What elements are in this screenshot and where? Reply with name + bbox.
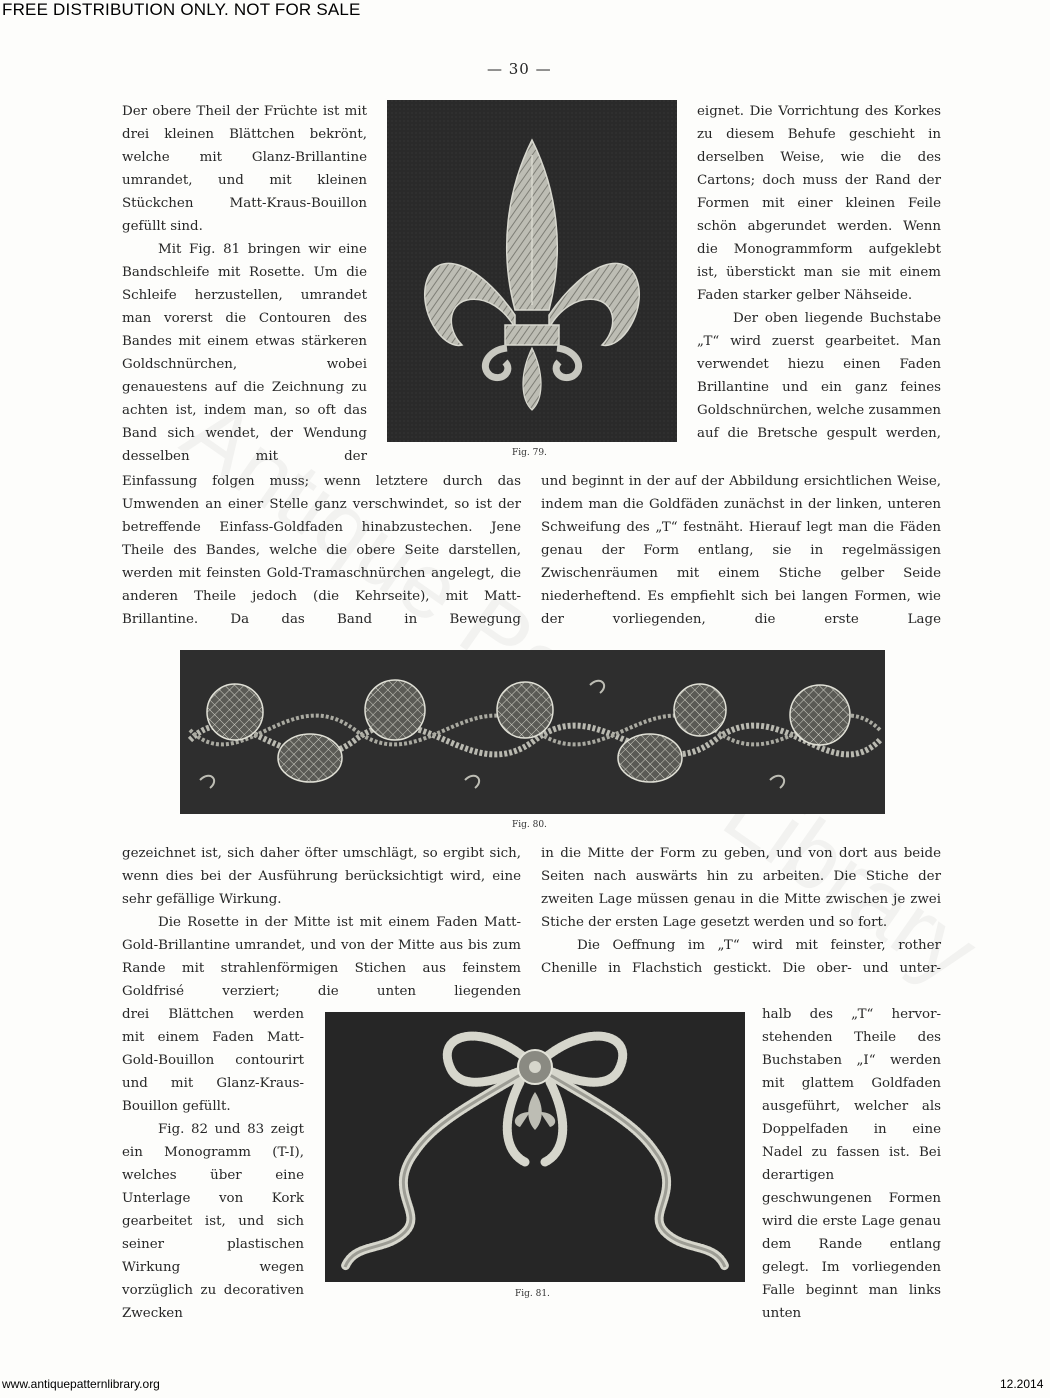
col2-top-text bbox=[697, 100, 941, 445]
paragraph: Der obere Theil der Früchte ist mit drei kleinen Blättchen bekrönt, welche mit Glanz-Brillantine umrandet, und mit kleinen Stückchen Matt-Kraus-Bouillon gefüllt sind. bbox=[122, 104, 367, 234]
paragraph: halb des „T“ hervor- bbox=[762, 1007, 941, 1022]
col1-narrow-text bbox=[122, 1003, 304, 1026]
col2-narrow-text bbox=[762, 1003, 941, 1026]
paragraph: stehenden Theile des Buchstaben „I“ werden mit glattem Goldfaden ausgeführt, welcher als Doppelfaden in eine Nadel zu fassen ist. Bei derartigen geschwungenen Formen wird die erste Lage genau dem Rande entlang gelegt. Im vorliegenden Falle beginnt man links unten bbox=[762, 1030, 941, 1321]
paragraph: Mit Fig. 81 bringen wir eine Bandschleife mit Rosette. Um die Schleife herzustellen, umrandet man vorerst die Contouren des Bandes mit einem etwas stärkeren Goldschnürchen, wobei genauestens auf die Zeichnung zu achten ist, indem man, so oft das Band sich wendet, der Wendung desselben mit der bbox=[122, 242, 367, 464]
paragraph: gezeichnet ist, sich daher öfter umschlägt, so ergibt sich, wenn dies bei der Ausführung berücksichtigt wird, eine sehr gefällige Wirkung. bbox=[122, 846, 521, 907]
paragraph: in die Mitte der Form zu geben, und von dort aus beide Seiten nach auswärts hin zu arbeiten. Die Stiche der zweiten Lage müssen genau in die Mitte zwischen je zwei Stiche der ersten Lage gesetzt werden und so fort. bbox=[541, 846, 941, 930]
col1-narrow-text-b bbox=[122, 1026, 304, 1325]
figure-79-caption: Fig. 79. bbox=[512, 448, 547, 458]
figure-79-fleur-de-lis bbox=[387, 100, 677, 442]
paragraph: eignet. Die Vorrichtung des Korkes zu diesem Behufe geschieht in derselben Weise, wie die des Cartons; doch muss der Rand der Formen mit einer kleinen Feile schön abgerundet werden. Wenn die Monogrammform aufgeklebt ist, überstickt man sie mit einem Faden starker gelber Nähseide. bbox=[697, 104, 941, 303]
paragraph: und beginnt in der auf der Abbildung ersichtlichen Weise, indem man die Goldfäden zunächst in der linken, unteren Schweifung des „T“ festnäht. Hierauf legt man die Fäden genau der Form entlang, sie in regelmässigen Zwischenräumen mit einem Stiche gelber Seide niederheftend. Es empfiehlt sich bei langen Formen, wie der vorliegenden, die erste Lage bbox=[541, 474, 941, 627]
paragraph: Fig. 82 und 83 zeigt ein Monogramm (T-I), welches über eine Unterlage von Kork gearbeitet ist, und sich seiner plastischen Wirkung wegen vorzüglich zu decorativen Zwecken bbox=[122, 1122, 304, 1321]
paragraph: mit einem Faden Matt-Gold-Bouillon contourirt und mit Glanz-Kraus-Bouillon gefüllt. bbox=[122, 1030, 304, 1114]
distribution-notice: FREE DISTRIBUTION ONLY. NOT FOR SALE bbox=[2, 0, 361, 19]
paragraph: Die Rosette in der Mitte ist mit einem Faden Matt-Gold-Brillantine umrandet, und von der Mitte aus bis zum Rande mit strahlenförmigen Stichen aus feinstem Goldfrisé verziert; die unten liegenden bbox=[122, 915, 521, 999]
figure-80-vine-border bbox=[180, 650, 885, 814]
col2-wide-text bbox=[541, 470, 941, 631]
paragraph: Einfassung folgen muss; wenn letztere durch das Umwenden an einer Stelle ganz verschwindet, so ist der betreffende Einfass-Goldfaden hinabzustechen. Jene Theile des Bandes, welche die obere Seite darstellen, werden mit feinsten Gold-Tramaschnürchen angelegt, die anderen Theile jedoch (die Kehrseite), mit Matt-Brillantine. Da das Band in Bewegung bbox=[122, 474, 521, 627]
footer-date: 12.2014 bbox=[1000, 1377, 1044, 1391]
paragraph: Die Oeffnung im „T“ wird mit feinster, rother Chenille in Flachstich gestickt. Die ober- und unter- bbox=[541, 938, 941, 976]
paragraph: drei Blättchen werden bbox=[122, 1007, 304, 1022]
figure-81-caption: Fig. 81. bbox=[515, 1289, 550, 1299]
col2-mid-text bbox=[541, 842, 941, 980]
col1-mid-text bbox=[122, 842, 521, 1003]
page-number: — 30 — bbox=[487, 60, 552, 78]
paragraph: Der oben liegende Buchstabe „T“ wird zuerst gearbeitet. Man verwendet hiezu einen Faden Brillantine und ein ganz feines Goldschnürchen, welche zusammen auf die Bretsche gespult werden, bbox=[697, 311, 941, 441]
figure-80-caption: Fig. 80. bbox=[512, 820, 547, 830]
col1-wide-text bbox=[122, 470, 521, 631]
figure-81-ribbon-bow bbox=[325, 1012, 745, 1282]
col1-top-text bbox=[122, 100, 367, 468]
col2-narrow-text-b bbox=[762, 1026, 941, 1325]
footer-url[interactable]: www.antiquepatternlibrary.org bbox=[2, 1377, 160, 1391]
